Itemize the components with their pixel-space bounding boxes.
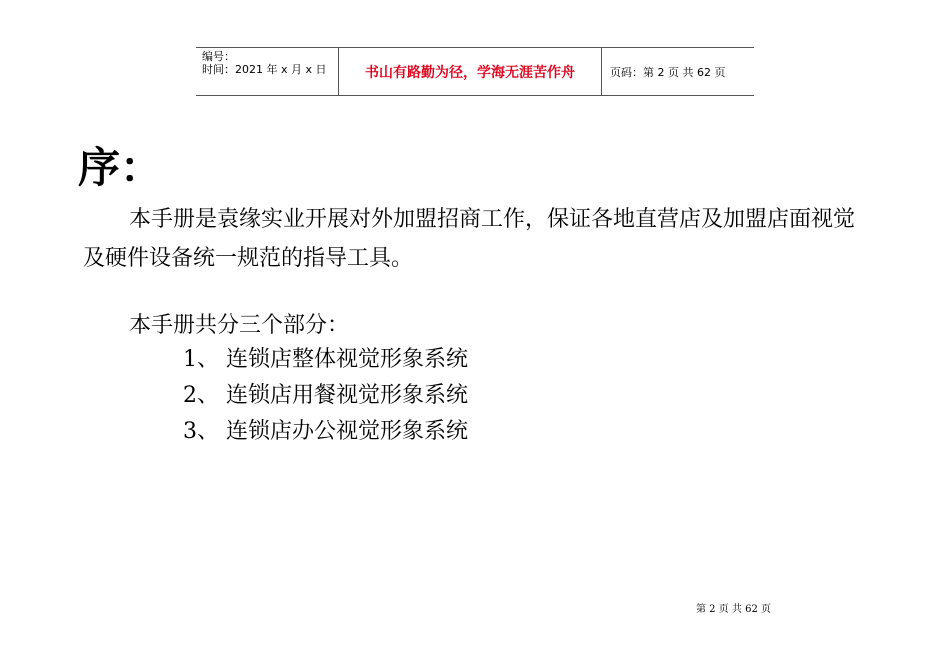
list-item: 3、 连锁店办公视觉形象系统 <box>183 419 468 444</box>
header-motto-cell <box>339 48 602 95</box>
list-item: 1、 连锁店整体视觉形象系统 <box>183 347 468 372</box>
page-footer: 第 2 页 共 62 页 <box>696 604 771 615</box>
number-label: 编号： <box>202 50 235 63</box>
time-label: 时间：2021 年 x 月 x 日 <box>202 63 327 76</box>
page-code: 页码：第 2 页 共 62 页 <box>610 65 726 79</box>
parts-intro: 本手册共分三个部分： <box>129 313 350 338</box>
header-meta-cell <box>196 48 339 95</box>
document-header <box>196 47 754 96</box>
motto-text: 书山有路勤为径，学海无涯苦作舟 <box>365 64 575 81</box>
intro-paragraph: 本手册是袁缘实业开展对外加盟招商工作，保证各地直营店及加盟店面视觉及硬件设备统一规范的指导工具。 <box>83 207 856 271</box>
parts-list <box>183 342 468 450</box>
page-title: 序： <box>78 143 163 192</box>
header-page-cell <box>602 48 754 95</box>
list-item: 2、 连锁店用餐视觉形象系统 <box>183 383 468 408</box>
